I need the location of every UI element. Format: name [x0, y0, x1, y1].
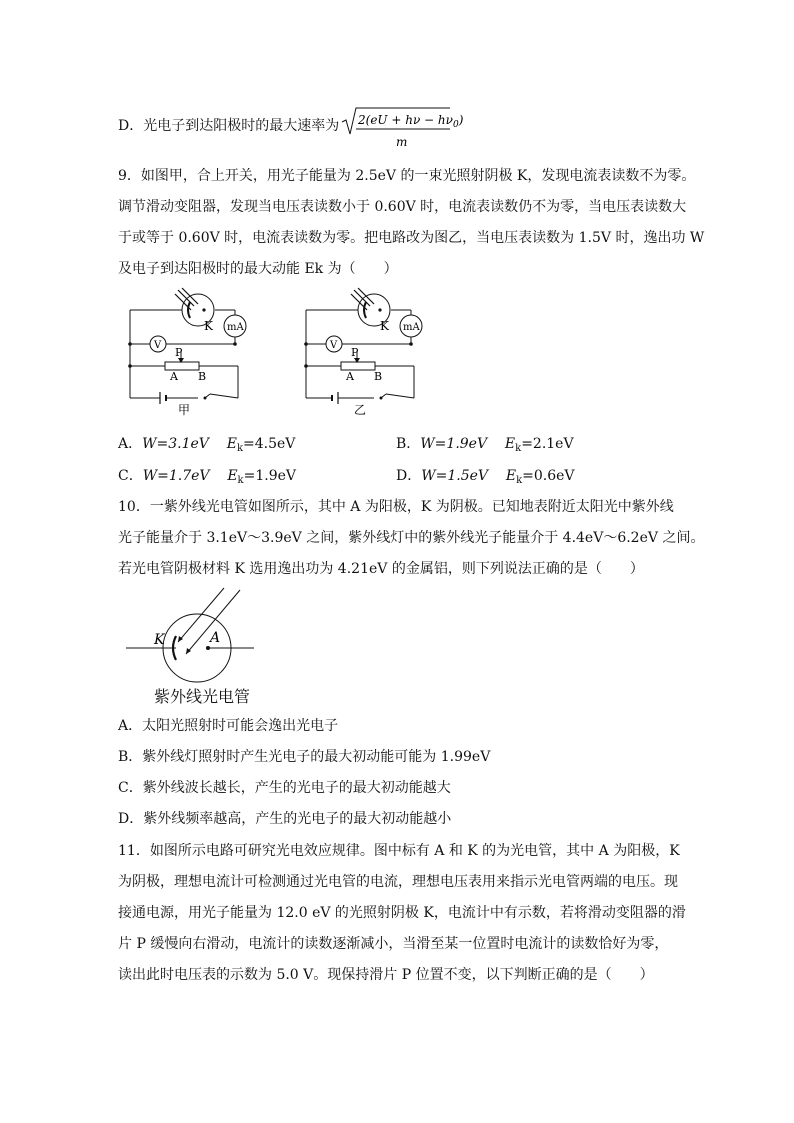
q9-circuit-jia — [120, 288, 260, 418]
svg-text:K: K — [380, 319, 389, 333]
q9-line-1: 9．如图甲，合上开关，用光子能量为 2.5eV 的一束光照射阴极 K，发现电流表读数不为零。 — [118, 168, 696, 184]
q11-line-5: 读出此时电压表的示数为 5.0 V。现保持滑片 P 位置不变，以下判断正确的是（ ） — [118, 967, 654, 983]
q10-figure-caption: 紫外线光电管 — [154, 687, 251, 706]
q9-jia-rheostat — [165, 362, 199, 370]
svg-text:A: A — [210, 630, 221, 646]
q8-option-d-text: D．光电子到达阳极时的最大速率为 — [118, 118, 340, 134]
q10-line-1: 10．一紫外线光电管如图所示，其中 A 为阳极，K 为阴极。已知地表附近太阳光中紫外线 — [118, 499, 674, 515]
q10-option-a[interactable]: A．太阳光照射时可能会逸出光电子 — [118, 718, 339, 734]
q9-option-b[interactable]: B．W=1.9eV $E_k=2.1eV$ — [396, 436, 574, 454]
q10-option-b[interactable]: B．紫外线灯照射时产生光电子的最大初动能可能为 1.99eV — [118, 749, 491, 765]
svg-text:甲: 甲 — [178, 403, 191, 417]
svg-text:K: K — [204, 319, 213, 333]
q9-line-3: 于或等于 0.60V 时，电流表读数为零。把电路改为图乙，当电压表读数为 1.5V 时，逸出功 W — [118, 230, 705, 246]
svg-text:mA: mA — [403, 322, 420, 333]
q9-circuit-yi — [296, 288, 436, 418]
svg-text:乙: 乙 — [354, 403, 367, 417]
q11-line-3: 接通电源，用光子能量为 12.0 eV 的光照射阴极 K，电流计中有示数，若将滑动变阻器的滑 — [118, 905, 686, 921]
svg-text:V: V — [330, 340, 338, 351]
svg-text:P: P — [175, 346, 183, 359]
q9-yi-rheostat — [341, 362, 375, 370]
q11-line-2: 为阴极，理想电流计可检测通过光电管的电流，理想电压表用来指示光电管两端的电压。现 — [118, 874, 678, 890]
q9-option-d[interactable]: D．W=1.5eV $E_k=0.6eV$ — [396, 468, 575, 486]
q10-option-d[interactable]: D．紫外线频率越高，产生的光电子的最大初动能越小 — [118, 811, 452, 827]
q8-formula — [340, 104, 464, 150]
q9-line-4: 及电子到达阳极时的最大动能 Ek 为（ ） — [118, 261, 398, 277]
svg-text:mA: mA — [227, 322, 244, 333]
svg-text:P: P — [351, 346, 359, 359]
q11-line-4: 片 P 缓慢向右滑动，电流计的读数逐渐减小，当滑至某一位置时电流计的读数恰好为零， — [118, 936, 669, 952]
q8-option-d — [118, 116, 339, 136]
q9-option-c[interactable]: C．W=1.7eV $E_k=1.9eV$ — [118, 468, 296, 486]
q10-phototube-figure — [124, 584, 264, 660]
svg-text:B: B — [198, 370, 207, 383]
svg-text:A: A — [346, 370, 354, 383]
svg-text:V: V — [154, 340, 162, 351]
svg-text:B: B — [374, 370, 383, 383]
q8-denominator: m — [396, 135, 408, 149]
svg-text:K: K — [154, 632, 165, 648]
q10-option-c[interactable]: C．紫外线波长越长，产生的光电子的最大初动能越大 — [118, 780, 451, 796]
q9-option-a[interactable]: A．W=3.1eV $E_k=4.5eV$ — [118, 436, 296, 454]
q9-line-2: 调节滑动变阻器，发现当电压表读数小于 0.60V 时，电流表读数仍不为零，当电压表读数大 — [118, 199, 687, 215]
q8-radicand: $2(eU + h\nu - h\nu_0)$ — [358, 113, 464, 130]
q10-line-2: 光子能量介于 3.1eV～3.9eV 之间，紫外线灯中的紫外线光子能量介于 4.4eV～6.2eV 之间。 — [118, 530, 705, 546]
q11-line-1: 11．如图所示电路可研究光电效应规律。图中标有 A 和 K 的为光电管，其中 A 为阳极，K — [118, 843, 680, 859]
q10-line-3: 若光电管阴极材料 K 选用逸出功为 4.21eV 的金属铝，则下列说法正确的是（ ） — [118, 561, 644, 577]
svg-text:A: A — [170, 370, 178, 383]
